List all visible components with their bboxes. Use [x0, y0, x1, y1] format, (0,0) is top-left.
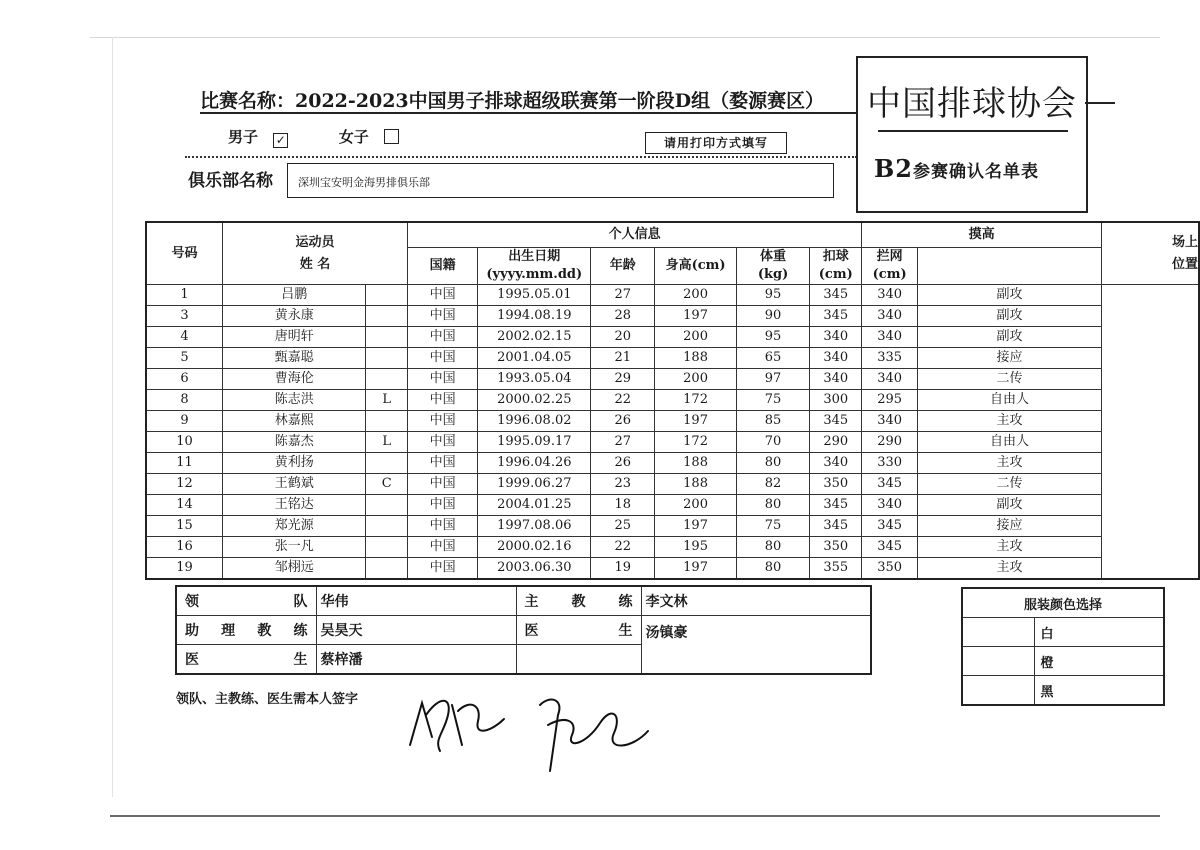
club-label: 俱乐部名称: [188, 171, 273, 191]
player-dob: 1999.06.27: [478, 474, 591, 495]
leader-label: 领 队: [176, 586, 316, 616]
uniform-title: 服装颜色选择: [962, 588, 1164, 618]
uniform-check-orange[interactable]: [962, 647, 1034, 676]
player-row: [146, 306, 1199, 327]
player-weight: 82: [736, 474, 809, 495]
player-weight: 75: [736, 516, 809, 537]
player-row: [146, 348, 1199, 369]
player-row: [146, 558, 1199, 580]
player-nationality: 中国: [408, 537, 478, 558]
player-nationality: 中国: [408, 285, 478, 306]
player-age: 18: [591, 495, 655, 516]
association-name: 中国排球协会: [867, 84, 1077, 124]
player-spike: 340: [810, 453, 862, 474]
player-row: [146, 516, 1199, 537]
player-row: [146, 537, 1199, 558]
player-block: 345: [862, 537, 918, 558]
player-position: 接应: [917, 348, 1101, 369]
player-weight: 90: [736, 306, 809, 327]
player-position: 副攻: [917, 306, 1101, 327]
signature-stroke: [540, 700, 648, 771]
uniform-check-white[interactable]: [962, 618, 1034, 647]
player-name: 曹海伦: [223, 369, 366, 390]
player-number: 1: [146, 285, 223, 306]
player-height: 200: [655, 285, 737, 306]
player-position: 二传: [917, 369, 1101, 390]
player-nationality: 中国: [408, 369, 478, 390]
player-role: [366, 306, 408, 327]
player-role: [366, 495, 408, 516]
player-weight: 80: [736, 495, 809, 516]
player-block: 340: [862, 327, 918, 348]
player-dob: 2002.02.15: [478, 327, 591, 348]
player-dob: 1994.08.19: [478, 306, 591, 327]
header-age: 年龄: [591, 248, 655, 285]
female-checkbox[interactable]: [384, 129, 399, 144]
player-height: 197: [655, 306, 737, 327]
player-spike: 350: [810, 537, 862, 558]
player-spike: 350: [810, 474, 862, 495]
player-number: 12: [146, 474, 223, 495]
player-name: 王鹤斌: [223, 474, 366, 495]
player-nationality: 中国: [408, 306, 478, 327]
player-height: 188: [655, 453, 737, 474]
player-position: 主攻: [917, 537, 1101, 558]
player-nationality: 中国: [408, 432, 478, 453]
header-position-line1: 场上: [1171, 234, 1198, 250]
player-nationality: 中国: [408, 453, 478, 474]
player-block: 340: [862, 285, 918, 306]
male-checkbox[interactable]: ✓: [273, 133, 288, 148]
player-dob: 2001.04.05: [478, 348, 591, 369]
player-weight: 95: [736, 285, 809, 306]
player-height: 200: [655, 369, 737, 390]
player-nationality: 中国: [408, 327, 478, 348]
player-number: 15: [146, 516, 223, 537]
scan-edge-left: [112, 37, 113, 797]
player-age: 26: [591, 411, 655, 432]
player-number: 6: [146, 369, 223, 390]
player-height: 188: [655, 474, 737, 495]
player-dob: 2004.01.25: [478, 495, 591, 516]
uniform-check-black[interactable]: [962, 676, 1034, 706]
staff-table: [175, 585, 872, 675]
player-role: [366, 537, 408, 558]
player-number: 19: [146, 558, 223, 580]
player-name: 陈志洪: [223, 390, 366, 411]
header-number: 号码: [146, 222, 223, 285]
player-age: 28: [591, 306, 655, 327]
player-age: 22: [591, 390, 655, 411]
player-role: [366, 411, 408, 432]
match-title-underline: [200, 112, 856, 114]
player-height: 197: [655, 411, 737, 432]
player-name: 张一凡: [223, 537, 366, 558]
player-spike: 340: [810, 348, 862, 369]
player-role: L: [366, 432, 408, 453]
header-reach: 摸高: [862, 222, 1102, 248]
player-weight: 80: [736, 453, 809, 474]
player-role: [366, 558, 408, 580]
player-name: 唐明轩: [223, 327, 366, 348]
player-dob: 1995.05.01: [478, 285, 591, 306]
player-position: 主攻: [917, 411, 1101, 432]
player-weight: 70: [736, 432, 809, 453]
player-name: 黄永康: [223, 306, 366, 327]
club-name-value: 深圳宝安明金海男排俱乐部: [298, 176, 430, 189]
player-spike: 345: [810, 285, 862, 306]
player-number: 10: [146, 432, 223, 453]
player-weight: 80: [736, 537, 809, 558]
player-spike: 300: [810, 390, 862, 411]
association-box: [856, 56, 1088, 213]
header-block-line1: 拦网: [876, 249, 903, 264]
head-coach-name[interactable]: 李文林: [641, 586, 871, 616]
player-dob: 1996.08.02: [478, 411, 591, 432]
uniform-option-white: 白: [1034, 618, 1164, 647]
player-position: 二传: [917, 474, 1101, 495]
player-dob: 1997.08.06: [478, 516, 591, 537]
player-nationality: 中国: [408, 495, 478, 516]
player-role: [366, 285, 408, 306]
assistant-coach-name[interactable]: 吴昊天: [316, 616, 516, 645]
player-row: [146, 432, 1199, 453]
player-block: 345: [862, 474, 918, 495]
header-block-line2: (cm): [872, 267, 907, 282]
header-dob-line2: (yyyy.mm.dd): [486, 267, 583, 282]
signature-stroke: [410, 701, 504, 751]
player-row: [146, 474, 1199, 495]
player-dob: 2000.02.16: [478, 537, 591, 558]
player-dob: 2000.02.25: [478, 390, 591, 411]
player-role: [366, 453, 408, 474]
doctor2-label: 医 生: [516, 616, 641, 645]
player-weight: 85: [736, 411, 809, 432]
player-name: 邹栩远: [223, 558, 366, 580]
player-dob: 1993.05.04: [478, 369, 591, 390]
player-age: 26: [591, 453, 655, 474]
match-title: 比赛名称：2022-2023中国男子排球超级联赛第一阶段D组（婺源赛区）: [200, 90, 825, 112]
player-height: 172: [655, 432, 737, 453]
roster-body: [146, 285, 1199, 580]
player-age: 29: [591, 369, 655, 390]
player-row: [146, 495, 1199, 516]
player-name: 吕鹏: [223, 285, 366, 306]
player-nationality: 中国: [408, 474, 478, 495]
player-row: [146, 390, 1199, 411]
player-block: 340: [862, 495, 918, 516]
player-weight: 65: [736, 348, 809, 369]
player-height: 200: [655, 495, 737, 516]
player-spike: 345: [810, 495, 862, 516]
player-nationality: 中国: [408, 390, 478, 411]
player-role: C: [366, 474, 408, 495]
player-row: [146, 453, 1199, 474]
player-weight: 97: [736, 369, 809, 390]
player-number: 8: [146, 390, 223, 411]
empty-cell: [516, 645, 641, 675]
player-position: 主攻: [917, 453, 1101, 474]
uniform-color-table: [961, 587, 1165, 706]
player-role: [366, 348, 408, 369]
player-age: 27: [591, 285, 655, 306]
player-height: 195: [655, 537, 737, 558]
player-block: 340: [862, 369, 918, 390]
signature-note: 领队、主教练、医生需本人签字: [176, 692, 359, 707]
assistant-coach-label: 助 理 教 练: [176, 616, 316, 645]
player-block: 350: [862, 558, 918, 580]
player-number: 5: [146, 348, 223, 369]
player-position: 副攻: [917, 327, 1101, 348]
header-spike-line1: 扣球: [822, 249, 849, 264]
gender-row: [228, 126, 399, 148]
player-block: 290: [862, 432, 918, 453]
player-block: 345: [862, 516, 918, 537]
player-number: 16: [146, 537, 223, 558]
male-label: 男子: [228, 128, 259, 146]
header-weight-line1: 体重: [760, 249, 787, 264]
header-position-line2: 位置: [1171, 256, 1198, 272]
player-position: 自由人: [917, 432, 1101, 453]
player-position: 副攻: [917, 495, 1101, 516]
player-height: 197: [655, 558, 737, 580]
form-title: [874, 154, 1074, 183]
handwritten-signatures: [400, 675, 660, 775]
player-name: 黄利扬: [223, 453, 366, 474]
player-spike: 340: [810, 327, 862, 348]
player-role: [366, 369, 408, 390]
player-height: 188: [655, 348, 737, 369]
player-spike: 345: [810, 306, 862, 327]
player-number: 11: [146, 453, 223, 474]
player-dob: 2003.06.30: [478, 558, 591, 580]
player-nationality: 中国: [408, 348, 478, 369]
header-height: 身高(cm): [655, 248, 737, 285]
player-weight: 75: [736, 390, 809, 411]
form-title-text: 参赛确认名单表: [912, 162, 1039, 182]
header-block: [862, 248, 918, 285]
header-nationality: 国籍: [408, 248, 478, 285]
player-position: 副攻: [917, 285, 1101, 306]
player-height: 197: [655, 516, 737, 537]
player-row: [146, 369, 1199, 390]
player-height: 172: [655, 390, 737, 411]
association-side-line: [1085, 102, 1115, 104]
header-spike-line2: (cm): [818, 267, 853, 282]
doctor-name[interactable]: 蔡梓潘: [316, 645, 516, 675]
player-age: 27: [591, 432, 655, 453]
player-number: 14: [146, 495, 223, 516]
player-age: 19: [591, 558, 655, 580]
player-height: 200: [655, 327, 737, 348]
player-block: 340: [862, 306, 918, 327]
player-nationality: 中国: [408, 516, 478, 537]
player-weight: 80: [736, 558, 809, 580]
header-athlete-line2: 姓 名: [299, 256, 331, 272]
dotted-divider: [185, 156, 857, 158]
leader-name[interactable]: 华伟: [316, 586, 516, 616]
doctor2-name[interactable]: 汤镇豪: [641, 616, 871, 675]
player-nationality: 中国: [408, 558, 478, 580]
player-age: 25: [591, 516, 655, 537]
header-dob: [478, 248, 591, 285]
player-block: 295: [862, 390, 918, 411]
player-block: 335: [862, 348, 918, 369]
female-label: 女子: [338, 128, 369, 146]
roster-table: [145, 221, 1200, 580]
player-nationality: 中国: [408, 411, 478, 432]
player-age: 20: [591, 327, 655, 348]
player-row: [146, 285, 1199, 306]
print-note: 请用打印方式填写: [645, 132, 787, 154]
player-name: 王铭达: [223, 495, 366, 516]
player-name: 甄嘉聪: [223, 348, 366, 369]
association-underline: [878, 130, 1068, 132]
header-spike: [810, 248, 862, 285]
player-block: 330: [862, 453, 918, 474]
form-code: B2: [874, 154, 913, 183]
header-athlete-line1: 运动员: [295, 234, 335, 250]
player-name: 林嘉熙: [223, 411, 366, 432]
header-dob-line1: 出生日期: [508, 249, 561, 264]
player-dob: 1996.04.26: [478, 453, 591, 474]
player-dob: 1995.09.17: [478, 432, 591, 453]
player-position: 接应: [917, 516, 1101, 537]
header-weight-line2: (kg): [757, 267, 789, 282]
club-name-field[interactable]: [287, 163, 834, 198]
player-number: 3: [146, 306, 223, 327]
player-spike: 340: [810, 369, 862, 390]
doctor-label: 医 生: [176, 645, 316, 675]
player-role: [366, 516, 408, 537]
player-spike: 355: [810, 558, 862, 580]
player-role: [366, 327, 408, 348]
player-age: 21: [591, 348, 655, 369]
player-position: 自由人: [917, 390, 1101, 411]
player-number: 9: [146, 411, 223, 432]
player-weight: 95: [736, 327, 809, 348]
uniform-option-black: 黑: [1034, 676, 1164, 706]
header-position: [1101, 222, 1199, 285]
player-spike: 345: [810, 411, 862, 432]
player-number: 4: [146, 327, 223, 348]
player-age: 22: [591, 537, 655, 558]
player-position: 主攻: [917, 558, 1101, 580]
head-coach-label: 主 教 练: [516, 586, 641, 616]
player-role: L: [366, 390, 408, 411]
scan-edge-top: [90, 37, 1160, 38]
header-athlete: [223, 222, 408, 285]
player-name: 郑光源: [223, 516, 366, 537]
header-weight: [736, 248, 809, 285]
player-spike: 345: [810, 516, 862, 537]
player-block: 340: [862, 411, 918, 432]
player-row: [146, 411, 1199, 432]
player-name: 陈嘉杰: [223, 432, 366, 453]
player-age: 23: [591, 474, 655, 495]
player-row: [146, 327, 1199, 348]
uniform-option-orange: 橙: [1034, 647, 1164, 676]
header-personal-info: 个人信息: [408, 222, 862, 248]
player-spike: 290: [810, 432, 862, 453]
scan-edge-bottom: [110, 815, 1160, 817]
